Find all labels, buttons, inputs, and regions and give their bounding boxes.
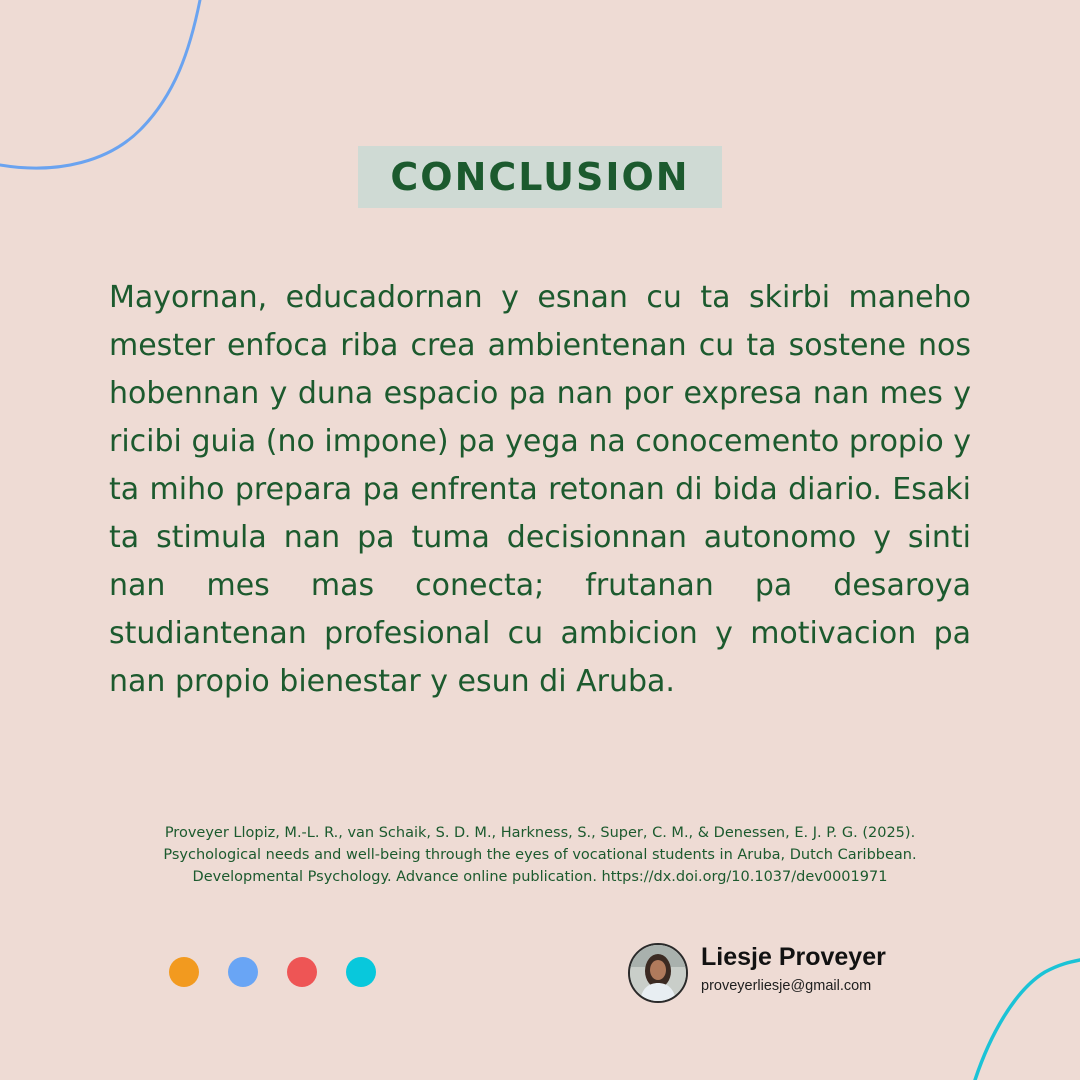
citation-line-2: Psychological needs and well-being through the eyes of vocational students in Aruba, Dutch Caribbean. [163,847,917,863]
author-name: Liesje Proveyer [701,943,886,971]
top-left-curve [0,0,200,168]
red-dot [287,957,317,987]
citation-line-1: Proveyer Llopiz, M.-L. R., van Schaik, S. D. M., Harkness, S., Super, C. M., & Denessen, E. J. P. G. (2025). [164,825,916,841]
author-email: proveyerliesje@gmail.com [701,978,872,994]
bottom-right-curve [975,960,1080,1080]
citation [100,822,980,888]
cyan-dot [346,957,376,987]
orange-dot [169,957,199,987]
conclusion-paragraph: Mayornan, educadornan y esnan cu ta skirbi maneho mester enfoca riba crea ambientenan cu ta sostene nos hobennan y duna espacio pa nan por expresa nan mes y ricibi guia (no impone) pa yega na conocemento propio y ta miho prepara pa enfrenta retonan di bida diario. Esaki ta stimula nan pa tuma decisionnan autonomo y sinti nan mes mas conecta; frutanan pa desaroya studiantenan profesional cu ambicion y motivacion pa nan propio bienestar y esun di Aruba. [109,280,971,699]
color-dots [169,957,376,987]
title-banner [358,146,722,208]
page-title: CONCLUSION [390,155,690,199]
citation-line-3: Developmental Psychology. Advance online publication. https://dx.doi.org/10.1037/dev0001971 [192,869,888,885]
avatar-portrait-icon [630,945,686,1001]
avatar [628,943,688,1003]
blue-dot [228,957,258,987]
